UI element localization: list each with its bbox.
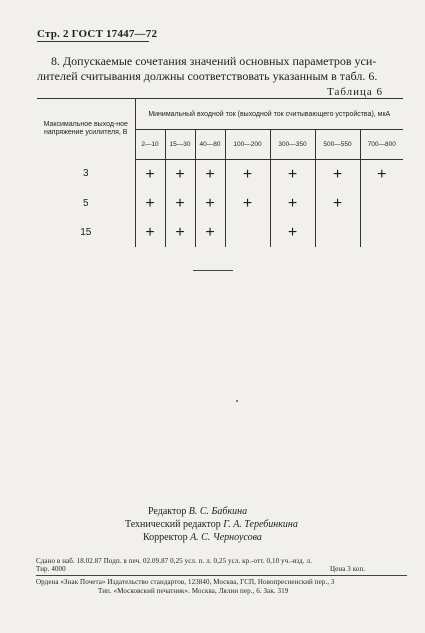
range-header: 500—550 [315,130,360,160]
page-label: Стр. 2 [37,28,69,40]
table-cell: + [135,160,165,190]
table-caption: Таблица 6 [327,86,384,98]
parameters-table [37,98,403,247]
table-cell: + [225,189,270,218]
tech-editor-credit [125,518,298,531]
table-cell [225,218,270,247]
range-header: 100—200 [225,130,270,160]
table-cell: + [195,189,225,218]
page-header [37,28,157,40]
header-rule [37,41,149,42]
table-cell: + [195,160,225,190]
table-cell [315,218,360,247]
table-cell: + [315,189,360,218]
range-header: 700—800 [360,130,403,160]
table-cell: + [270,160,315,190]
footer-rule [36,575,407,576]
end-of-table-rule [193,270,233,271]
table-cell [360,218,403,247]
proofreader-name: А. С. Черноусова [190,532,262,543]
proofreader-label: Корректор [143,532,188,543]
table-row [37,189,403,218]
publisher-line: Ордена «Знак Почета» Издательство стандартов, 123840, Москва, ГСП, Новопресненский пер., 3 [36,578,335,586]
range-header: 15—30 [165,130,195,160]
table-cell: + [270,189,315,218]
editor-name: В. С. Бабкина [188,506,248,517]
imprint-line-1: Сдано в наб. 18.02.87 Подп. в печ. 02.09.87 0,25 усл. п. л. 0,25 усл. кр.-отт. 0,10 уч.-изд. л. [36,557,312,565]
paragraph-line-1: 8. Допускаемые сочетания значений основных параметров уси- [51,54,377,68]
range-header: 300—350 [270,130,315,160]
table-cell: + [195,218,225,247]
voltage-column-header: Максимальное выход-ное напряжение усилителя, В [37,99,135,160]
print-dot [236,400,238,402]
range-header: 2—10 [135,130,165,160]
tech-editor-name: Г. А. Теребинкина [223,519,298,530]
imprint-circulation: Тир. 4000 [36,565,66,573]
current-group-header: Минимальный входной ток (выходной ток считывающего устройства), мкА [135,99,403,130]
range-header: 40—80 [195,130,225,160]
table-row [37,160,403,190]
table-cell: + [165,160,195,190]
paragraph-line-2: лителей считывания должны соответствовать указанным в табл. 6. [37,69,378,83]
table-cell: + [135,189,165,218]
editor-label: Редактор [148,506,187,517]
tech-editor-label: Технический редактор [125,519,221,530]
table-row [37,218,403,247]
table-cell [360,189,403,218]
table-cell: + [135,218,165,247]
table-cell: + [225,160,270,190]
editor-credit [148,505,247,518]
imprint-price: Цена 3 коп. [330,565,366,573]
table-cell: + [165,218,195,247]
voltage-cell: 5 [37,189,135,218]
voltage-cell: 3 [37,160,135,190]
table-cell: + [270,218,315,247]
voltage-cell: 15 [37,218,135,247]
proofreader-credit [143,531,262,544]
printer-line: Тип. «Московский печатник». Москва, Лялин пер., 6. Зак. 319 [98,587,289,595]
standard-number: ГОСТ 17447—72 [71,28,158,40]
table-cell: + [165,189,195,218]
table-cell: + [315,160,360,190]
table-cell: + [377,165,387,183]
